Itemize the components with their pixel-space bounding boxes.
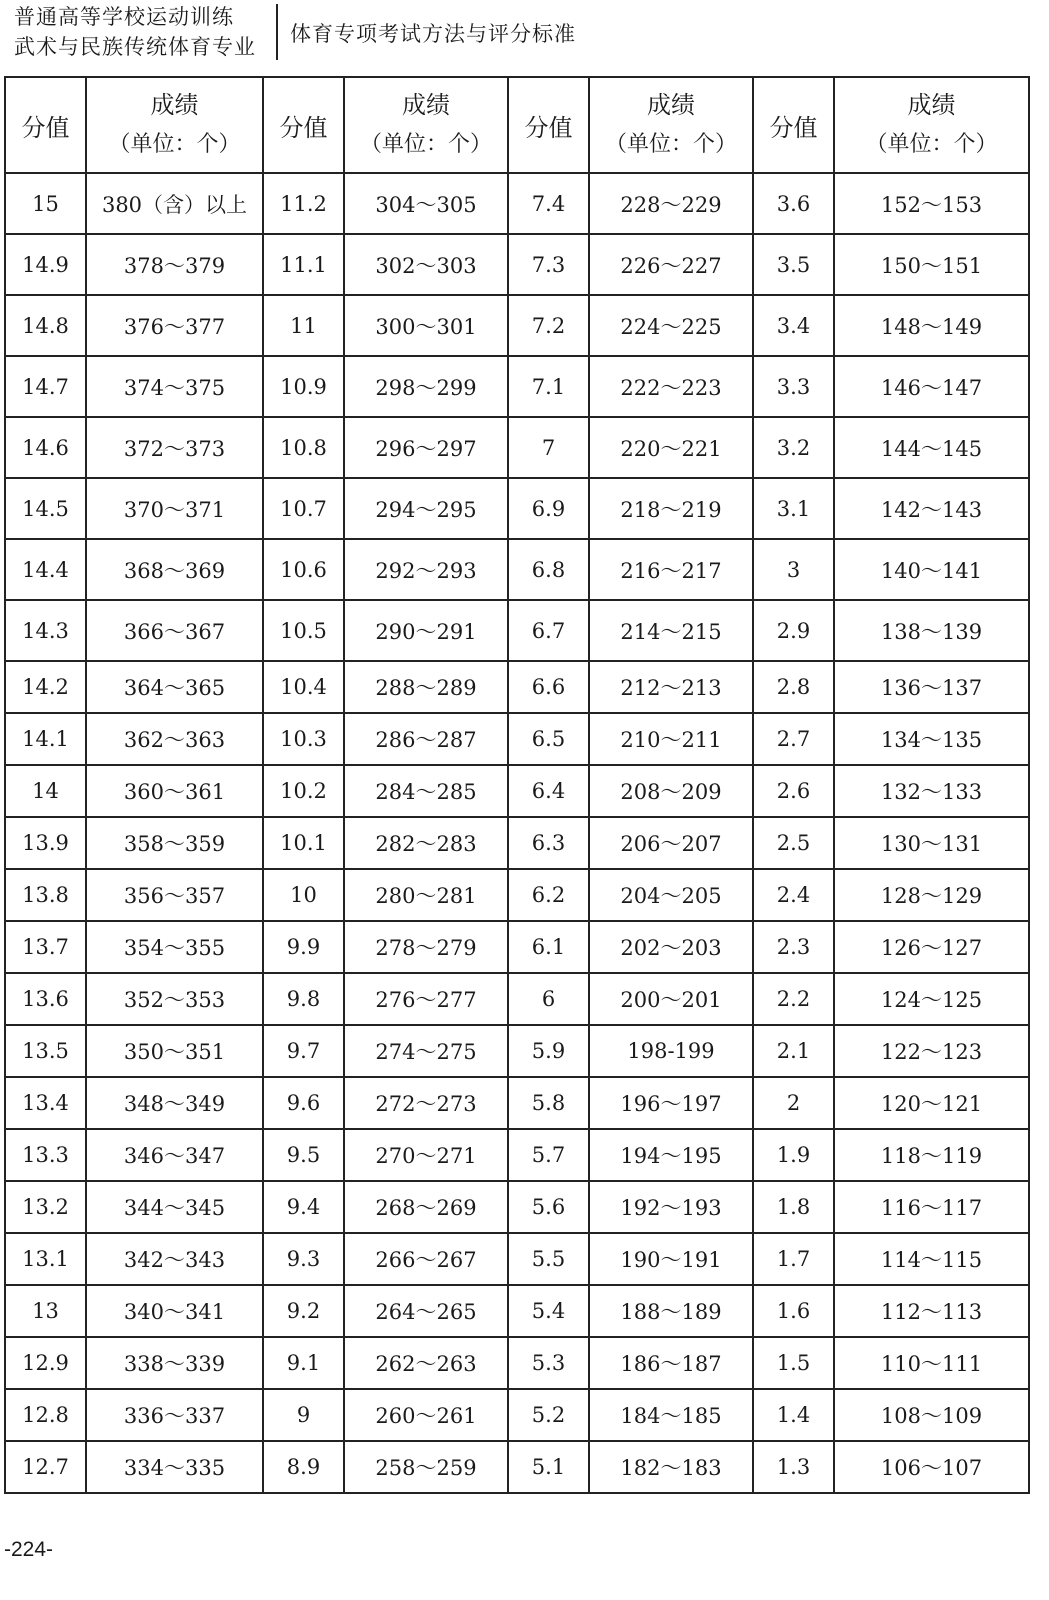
- performance-cell: 106～107: [834, 1441, 1029, 1493]
- score-cell: 14.5: [5, 478, 86, 539]
- score-cell: 14.2: [5, 661, 86, 713]
- performance-cell: 262～263: [344, 1337, 508, 1389]
- performance-cell: 112～113: [834, 1285, 1029, 1337]
- score-cell: 10: [263, 869, 344, 921]
- score-cell: 7.2: [508, 295, 589, 356]
- score-cell: 6.4: [508, 765, 589, 817]
- score-cell: 6.5: [508, 713, 589, 765]
- score-cell: 13.1: [5, 1233, 86, 1285]
- header-performance: 成绩 （单位：个）: [589, 77, 753, 173]
- score-cell: 14.1: [5, 713, 86, 765]
- performance-cell: 124～125: [834, 973, 1029, 1025]
- performance-cell: 380（含）以上: [86, 173, 263, 234]
- performance-cell: 374～375: [86, 356, 263, 417]
- score-cell: 1.5: [753, 1337, 834, 1389]
- score-cell: 5.7: [508, 1129, 589, 1181]
- performance-cell: 298～299: [344, 356, 508, 417]
- performance-cell: 274～275: [344, 1025, 508, 1077]
- score-cell: 1.7: [753, 1233, 834, 1285]
- score-cell: 6: [508, 973, 589, 1025]
- performance-cell: 198-199: [589, 1025, 753, 1077]
- performance-cell: 122～123: [834, 1025, 1029, 1077]
- table-row: [5, 600, 1029, 661]
- score-cell: 10.7: [263, 478, 344, 539]
- header-score: 分值: [263, 77, 344, 173]
- score-cell: 11.2: [263, 173, 344, 234]
- performance-cell: 228～229: [589, 173, 753, 234]
- score-cell: 12.9: [5, 1337, 86, 1389]
- performance-cell: 212～213: [589, 661, 753, 713]
- performance-cell: 300～301: [344, 295, 508, 356]
- score-cell: 9.3: [263, 1233, 344, 1285]
- score-cell: 1.6: [753, 1285, 834, 1337]
- score-cell: 13.7: [5, 921, 86, 973]
- score-cell: 14.3: [5, 600, 86, 661]
- score-cell: 3.4: [753, 295, 834, 356]
- performance-cell: 204～205: [589, 869, 753, 921]
- score-cell: 2.1: [753, 1025, 834, 1077]
- score-cell: 9.1: [263, 1337, 344, 1389]
- performance-cell: 188～189: [589, 1285, 753, 1337]
- score-cell: 3.1: [753, 478, 834, 539]
- score-cell: 9: [263, 1389, 344, 1441]
- score-cell: 2.9: [753, 600, 834, 661]
- performance-cell: 216～217: [589, 539, 753, 600]
- score-cell: 13.8: [5, 869, 86, 921]
- score-cell: 2.6: [753, 765, 834, 817]
- table-row: [5, 1233, 1029, 1285]
- score-cell: 14.8: [5, 295, 86, 356]
- performance-cell: 370～371: [86, 478, 263, 539]
- header-score: 分值: [508, 77, 589, 173]
- performance-cell: 344～345: [86, 1181, 263, 1233]
- score-cell: 11.1: [263, 234, 344, 295]
- table-row: [5, 1285, 1029, 1337]
- performance-cell: 224～225: [589, 295, 753, 356]
- performance-cell: 272～273: [344, 1077, 508, 1129]
- header-book-title-line2: 武术与民族传统体育专业: [14, 35, 256, 59]
- performance-cell: 336～337: [86, 1389, 263, 1441]
- score-cell: 1.4: [753, 1389, 834, 1441]
- header-performance: 成绩 （单位：个）: [344, 77, 508, 173]
- performance-cell: 360～361: [86, 765, 263, 817]
- performance-cell: 126～127: [834, 921, 1029, 973]
- table-row: [5, 173, 1029, 234]
- performance-cell: 132～133: [834, 765, 1029, 817]
- score-cell: 5.6: [508, 1181, 589, 1233]
- performance-cell: 146～147: [834, 356, 1029, 417]
- table-row: [5, 539, 1029, 600]
- performance-cell: 130～131: [834, 817, 1029, 869]
- table-row: [5, 478, 1029, 539]
- score-cell: 7.1: [508, 356, 589, 417]
- score-cell: 14.9: [5, 234, 86, 295]
- score-cell: 3.6: [753, 173, 834, 234]
- performance-cell: 134～135: [834, 713, 1029, 765]
- performance-cell: 114～115: [834, 1233, 1029, 1285]
- table-row: [5, 921, 1029, 973]
- score-cell: 9.2: [263, 1285, 344, 1337]
- performance-cell: 352～353: [86, 973, 263, 1025]
- score-cell: 6.8: [508, 539, 589, 600]
- score-cell: 6.3: [508, 817, 589, 869]
- score-cell: 9.9: [263, 921, 344, 973]
- score-cell: 13.9: [5, 817, 86, 869]
- score-cell: 2: [753, 1077, 834, 1129]
- score-cell: 10.8: [263, 417, 344, 478]
- performance-cell: 136～137: [834, 661, 1029, 713]
- table-row: [5, 234, 1029, 295]
- performance-cell: 182～183: [589, 1441, 753, 1493]
- performance-cell: 258～259: [344, 1441, 508, 1493]
- performance-cell: 378～379: [86, 234, 263, 295]
- score-cell: 7.3: [508, 234, 589, 295]
- score-cell: 3.5: [753, 234, 834, 295]
- performance-cell: 148～149: [834, 295, 1029, 356]
- performance-cell: 290～291: [344, 600, 508, 661]
- performance-cell: 356～357: [86, 869, 263, 921]
- table-body: [5, 173, 1029, 1493]
- performance-cell: 366～367: [86, 600, 263, 661]
- score-cell: 13: [5, 1285, 86, 1337]
- score-cell: 14.7: [5, 356, 86, 417]
- performance-cell: 192～193: [589, 1181, 753, 1233]
- score-cell: 10.4: [263, 661, 344, 713]
- table-row: [5, 1337, 1029, 1389]
- performance-cell: 220～221: [589, 417, 753, 478]
- score-cell: 13.6: [5, 973, 86, 1025]
- score-cell: 11: [263, 295, 344, 356]
- score-cell: 14: [5, 765, 86, 817]
- score-cell: 14.4: [5, 539, 86, 600]
- score-cell: 5.8: [508, 1077, 589, 1129]
- table-row: [5, 1441, 1029, 1493]
- performance-cell: 142～143: [834, 478, 1029, 539]
- score-cell: 10.3: [263, 713, 344, 765]
- performance-cell: 184～185: [589, 1389, 753, 1441]
- performance-cell: 302～303: [344, 234, 508, 295]
- performance-cell: 118～119: [834, 1129, 1029, 1181]
- table-row: [5, 417, 1029, 478]
- score-cell: 5.5: [508, 1233, 589, 1285]
- performance-cell: 140～141: [834, 539, 1029, 600]
- score-cell: 6.6: [508, 661, 589, 713]
- score-cell: 1.3: [753, 1441, 834, 1493]
- performance-cell: 288～289: [344, 661, 508, 713]
- score-cell: 9.4: [263, 1181, 344, 1233]
- score-cell: 2.8: [753, 661, 834, 713]
- score-cell: 13.2: [5, 1181, 86, 1233]
- performance-cell: 190～191: [589, 1233, 753, 1285]
- table-row: [5, 713, 1029, 765]
- score-cell: 9.6: [263, 1077, 344, 1129]
- score-cell: 7.4: [508, 173, 589, 234]
- score-cell: 5.4: [508, 1285, 589, 1337]
- score-cell: 6.2: [508, 869, 589, 921]
- score-cell: 3.2: [753, 417, 834, 478]
- score-cell: 13.3: [5, 1129, 86, 1181]
- performance-cell: 116～117: [834, 1181, 1029, 1233]
- performance-cell: 264～265: [344, 1285, 508, 1337]
- header-section-title: 体育专项考试方法与评分标准: [290, 22, 576, 46]
- performance-cell: 226～227: [589, 234, 753, 295]
- performance-cell: 222～223: [589, 356, 753, 417]
- performance-cell: 202～203: [589, 921, 753, 973]
- score-cell: 10.9: [263, 356, 344, 417]
- performance-cell: 358～359: [86, 817, 263, 869]
- performance-cell: 276～277: [344, 973, 508, 1025]
- table-row: [5, 1077, 1029, 1129]
- performance-cell: 270～271: [344, 1129, 508, 1181]
- performance-cell: 296～297: [344, 417, 508, 478]
- table-row: [5, 295, 1029, 356]
- performance-cell: 368～369: [86, 539, 263, 600]
- score-cell: 8.9: [263, 1441, 344, 1493]
- performance-cell: 334～335: [86, 1441, 263, 1493]
- performance-cell: 210～211: [589, 713, 753, 765]
- performance-cell: 208～209: [589, 765, 753, 817]
- score-cell: 10.5: [263, 600, 344, 661]
- score-table: [4, 76, 1030, 1494]
- score-cell: 6.7: [508, 600, 589, 661]
- header-book-title-line1: 普通高等学校运动训练: [14, 5, 234, 29]
- score-cell: 5.1: [508, 1441, 589, 1493]
- score-cell: 5.9: [508, 1025, 589, 1077]
- performance-cell: 376～377: [86, 295, 263, 356]
- table-row: [5, 869, 1029, 921]
- performance-cell: 120～121: [834, 1077, 1029, 1129]
- score-cell: 2.2: [753, 973, 834, 1025]
- table-row: [5, 1181, 1029, 1233]
- performance-cell: 218～219: [589, 478, 753, 539]
- performance-cell: 372～373: [86, 417, 263, 478]
- performance-cell: 186～187: [589, 1337, 753, 1389]
- score-cell: 12.7: [5, 1441, 86, 1493]
- header-book-title: [14, 2, 272, 62]
- header-performance: 成绩 （单位：个）: [834, 77, 1029, 173]
- score-cell: 14.6: [5, 417, 86, 478]
- performance-cell: 350～351: [86, 1025, 263, 1077]
- performance-cell: 108～109: [834, 1389, 1029, 1441]
- performance-cell: 266～267: [344, 1233, 508, 1285]
- performance-cell: 340～341: [86, 1285, 263, 1337]
- performance-cell: 152～153: [834, 173, 1029, 234]
- score-cell: 2.3: [753, 921, 834, 973]
- score-cell: 9.8: [263, 973, 344, 1025]
- score-cell: 3.3: [753, 356, 834, 417]
- score-cell: 5.3: [508, 1337, 589, 1389]
- performance-cell: 128～129: [834, 869, 1029, 921]
- header-score: 分值: [5, 77, 86, 173]
- performance-cell: 362～363: [86, 713, 263, 765]
- score-cell: 10.6: [263, 539, 344, 600]
- performance-cell: 292～293: [344, 539, 508, 600]
- performance-cell: 138～139: [834, 600, 1029, 661]
- performance-cell: 304～305: [344, 173, 508, 234]
- performance-cell: 150～151: [834, 234, 1029, 295]
- score-cell: 6.1: [508, 921, 589, 973]
- table-row: [5, 1129, 1029, 1181]
- score-cell: 1.8: [753, 1181, 834, 1233]
- performance-cell: 268～269: [344, 1181, 508, 1233]
- performance-cell: 354～355: [86, 921, 263, 973]
- performance-cell: 348～349: [86, 1077, 263, 1129]
- header-performance: 成绩 （单位：个）: [86, 77, 263, 173]
- performance-cell: 280～281: [344, 869, 508, 921]
- score-cell: 12.8: [5, 1389, 86, 1441]
- score-cell: 13.4: [5, 1077, 86, 1129]
- performance-cell: 282～283: [344, 817, 508, 869]
- score-cell: 3: [753, 539, 834, 600]
- table-row: [5, 973, 1029, 1025]
- performance-cell: 144～145: [834, 417, 1029, 478]
- performance-cell: 284～285: [344, 765, 508, 817]
- score-cell: 6.9: [508, 478, 589, 539]
- score-cell: 13.5: [5, 1025, 86, 1077]
- score-cell: 2.7: [753, 713, 834, 765]
- performance-cell: 342～343: [86, 1233, 263, 1285]
- score-cell: 10.1: [263, 817, 344, 869]
- score-cell: 2.4: [753, 869, 834, 921]
- table-row: [5, 765, 1029, 817]
- performance-cell: 346～347: [86, 1129, 263, 1181]
- table-row: [5, 817, 1029, 869]
- score-cell: 9.5: [263, 1129, 344, 1181]
- table-row: [5, 1025, 1029, 1077]
- performance-cell: 338～339: [86, 1337, 263, 1389]
- performance-cell: 260～261: [344, 1389, 508, 1441]
- page-header: [0, 0, 1049, 66]
- performance-cell: 206～207: [589, 817, 753, 869]
- performance-cell: 294～295: [344, 478, 508, 539]
- performance-cell: 196～197: [589, 1077, 753, 1129]
- performance-cell: 110～111: [834, 1337, 1029, 1389]
- page-number: -224-: [4, 1538, 54, 1561]
- table-row: [5, 356, 1029, 417]
- table-header-row: [5, 77, 1029, 173]
- header-score: 分值: [753, 77, 834, 173]
- score-cell: 7: [508, 417, 589, 478]
- performance-cell: 286～287: [344, 713, 508, 765]
- score-cell: 5.2: [508, 1389, 589, 1441]
- score-cell: 1.9: [753, 1129, 834, 1181]
- performance-cell: 278～279: [344, 921, 508, 973]
- score-cell: 10.2: [263, 765, 344, 817]
- score-cell: 2.5: [753, 817, 834, 869]
- table-row: [5, 1389, 1029, 1441]
- header-divider: [276, 4, 278, 60]
- score-cell: 15: [5, 173, 86, 234]
- score-cell: 9.7: [263, 1025, 344, 1077]
- performance-cell: 200～201: [589, 973, 753, 1025]
- performance-cell: 364～365: [86, 661, 263, 713]
- performance-cell: 194～195: [589, 1129, 753, 1181]
- performance-cell: 214～215: [589, 600, 753, 661]
- table-row: [5, 661, 1029, 713]
